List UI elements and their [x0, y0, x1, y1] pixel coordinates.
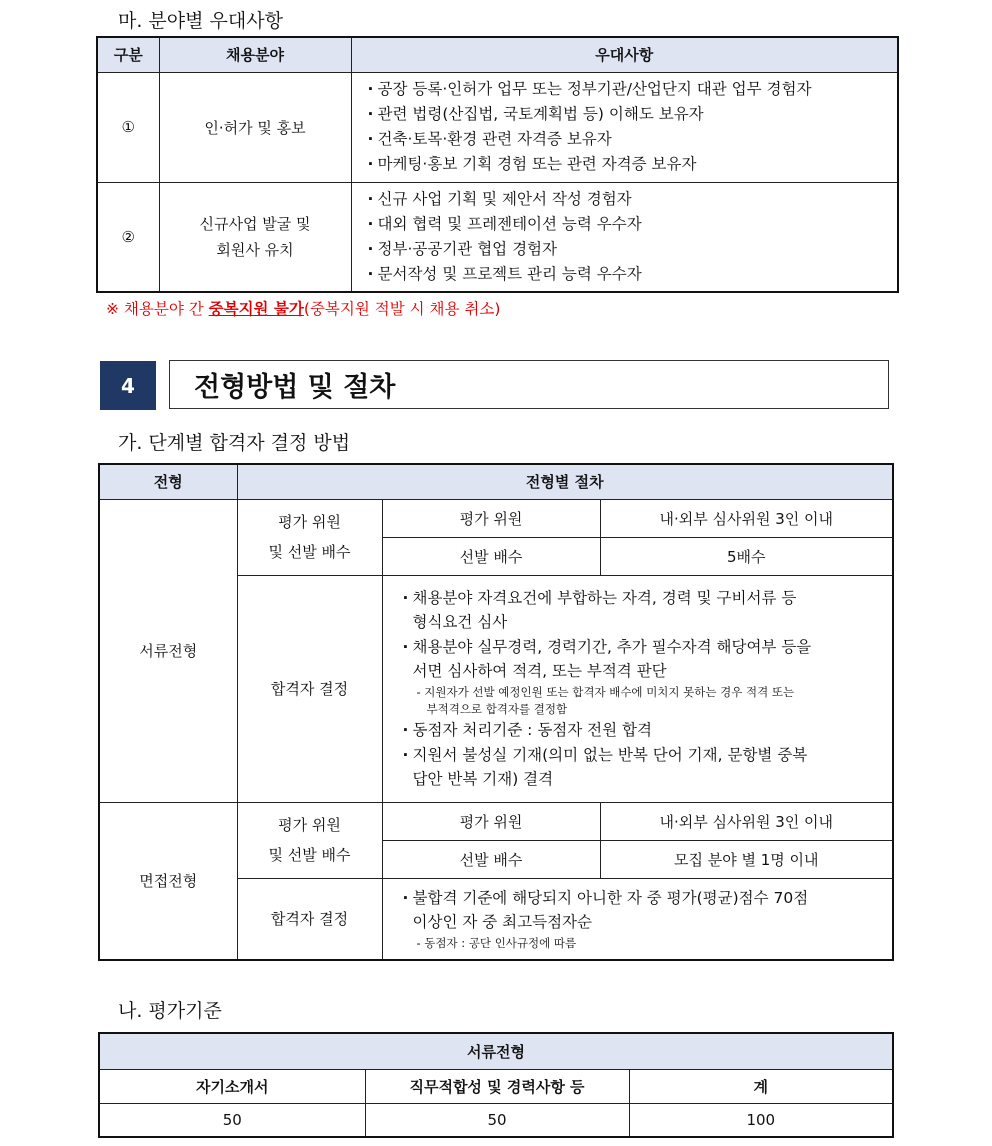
stage-interview: 면접전형 — [99, 802, 237, 960]
bullet-line: · 불합격 기준에 해당되지 아니한 자 중 평가(평균)점수 70점 — [412, 888, 809, 907]
list-item — [413, 586, 893, 635]
evaluator-label: 평가 위원 — [382, 802, 600, 840]
sub-note-line: 부적격으로 합격자를 결정함 — [426, 701, 568, 716]
row-field-line: 신규사업 발굴 및 — [199, 214, 311, 233]
note-suffix: (중복지원 적발 시 채용 취소) — [303, 300, 501, 318]
header-field: 채용분야 — [159, 37, 351, 72]
row-number: ② — [97, 182, 159, 292]
preference-table — [96, 36, 899, 293]
list-item: · 마케팅·홍보 기획 경험 또는 관련 자격증 보유자 — [378, 152, 898, 177]
list-item: · 동점자 처리기준 : 동점자 전원 합격 — [413, 718, 893, 743]
sub-note-line: - 지원자가 선발 예정인원 또는 합격자 배수에 미치지 못하는 경우 적격 또는 — [416, 684, 795, 699]
bullet-line: 이상인 자 중 최고득점자순 — [412, 913, 592, 932]
decision-criteria — [382, 575, 893, 802]
list-item: · 신규 사업 기획 및 제안서 작성 경험자 — [378, 187, 898, 212]
eval-label — [237, 802, 382, 878]
note-emphasis: 중복지원 불가 — [208, 300, 304, 318]
list-item: · 공장 등록·인허가 업무 또는 정부기관/산업단지 대관 업무 경험자 — [378, 77, 898, 102]
list-item: · 문서작성 및 프로젝트 관리 능력 우수자 — [378, 262, 898, 287]
bullet-line: 답안 반복 기재) 결격 — [412, 770, 554, 788]
header-preferences: 우대사항 — [351, 37, 898, 72]
section-heading-na: 나. 평가기준 — [118, 1000, 222, 1022]
bullet-line: 형식요건 심사 — [412, 613, 508, 631]
table-title: 서류전형 — [99, 1033, 893, 1069]
list-item — [413, 743, 893, 792]
section-number-badge: 4 — [100, 361, 156, 410]
evaluator-value: 내·외부 심사위원 3인 이내 — [600, 802, 893, 840]
header-total: 계 — [629, 1069, 893, 1103]
eval-label-line: 및 선발 배수 — [268, 543, 351, 561]
header-self-intro: 자기소개서 — [99, 1069, 365, 1103]
section-title: 전형방법 및 절차 — [169, 360, 889, 409]
value-self-intro: 50 — [99, 1103, 365, 1137]
list-item — [413, 886, 893, 935]
evaluator-label: 평가 위원 — [382, 499, 600, 537]
evaluator-value: 내·외부 심사위원 3인 이내 — [600, 499, 893, 537]
section-heading-ga: 가. 단계별 합격자 결정 방법 — [118, 432, 351, 454]
ratio-label: 선발 배수 — [382, 840, 600, 878]
header-procedure: 전형별 절차 — [237, 464, 893, 499]
row-field — [159, 182, 351, 292]
list-item: · 정부·공공기관 협업 경험자 — [378, 237, 898, 262]
decision-label: 합격자 결정 — [237, 575, 382, 802]
list-item: · 관련 법령(산집법, 국토계획법 등) 이해도 보유자 — [378, 102, 898, 127]
note-prefix: ※ 채용분야 간 — [106, 300, 209, 318]
sub-note: - 동점자 : 공단 인사규정에 따름 — [416, 935, 577, 950]
table-row — [97, 72, 898, 182]
evaluation-criteria-table — [98, 1032, 894, 1138]
ratio-value: 5배수 — [600, 537, 893, 575]
row-number: ① — [97, 72, 159, 182]
bullet-line: · 지원서 불성실 기재(의미 없는 반복 단어 기재, 문항별 중복 — [412, 745, 808, 764]
bullet-line: · 채용분야 자격요건에 부합하는 자격, 경력 및 구비서류 등 — [412, 588, 797, 607]
sub-note — [407, 684, 893, 718]
list-item: · 대외 협력 및 프레젠테이션 능력 우수자 — [378, 212, 898, 237]
bullet-line: 서면 심사하여 적격, 또는 부적격 판단 — [412, 662, 667, 680]
bullet-line: · 채용분야 실무경력, 경력기간, 추가 필수자격 해당여부 등을 — [412, 637, 812, 656]
list-item: · 건축·토목·환경 관련 자격증 보유자 — [378, 127, 898, 152]
value-job-fit: 50 — [365, 1103, 629, 1137]
row-preferences — [351, 72, 898, 182]
eval-label — [237, 499, 382, 575]
header-stage: 전형 — [99, 464, 237, 499]
header-category: 구분 — [97, 37, 159, 72]
ratio-label: 선발 배수 — [382, 537, 600, 575]
row-field: 인·허가 및 홍보 — [159, 72, 351, 182]
list-item — [413, 635, 893, 684]
section-heading-ma: 마. 분야별 우대사항 — [118, 10, 283, 32]
duplicate-application-note — [106, 297, 500, 319]
stage-document: 서류전형 — [99, 499, 237, 802]
value-total: 100 — [629, 1103, 893, 1137]
selection-process-table — [98, 463, 894, 961]
decision-criteria — [382, 878, 893, 960]
decision-label: 합격자 결정 — [237, 878, 382, 960]
row-preferences — [351, 182, 898, 292]
eval-label-line: 및 선발 배수 — [268, 846, 351, 864]
table-row — [97, 182, 898, 292]
ratio-value: 모집 분야 별 1명 이내 — [600, 840, 893, 878]
row-field-line: 회원사 유치 — [216, 240, 294, 259]
eval-label-line: 평가 위원 — [278, 513, 341, 531]
header-job-fit: 직무적합성 및 경력사항 등 — [365, 1069, 629, 1103]
eval-label-line: 평가 위원 — [278, 816, 341, 834]
